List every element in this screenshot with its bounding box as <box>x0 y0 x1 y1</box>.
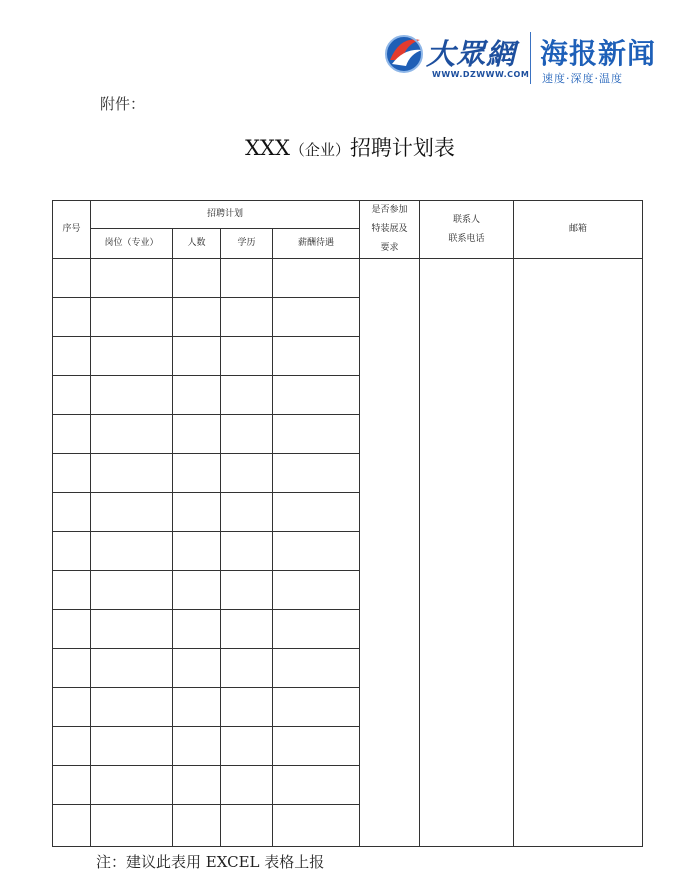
table-cell[interactable] <box>273 649 360 688</box>
table-cell[interactable] <box>53 571 91 610</box>
table-cell[interactable] <box>91 493 173 532</box>
table-cell[interactable] <box>173 337 221 376</box>
table-cell[interactable] <box>173 688 221 727</box>
table-cell[interactable] <box>273 571 360 610</box>
table-cell[interactable] <box>221 298 273 337</box>
logo-app-name: 海报新闻 <box>540 37 657 70</box>
title-prefix: XXX <box>245 136 290 160</box>
header-plan-group: 招聘计划 <box>91 201 360 229</box>
table-cell[interactable] <box>273 805 360 847</box>
table-cell[interactable] <box>221 454 273 493</box>
special-fair-cell[interactable] <box>360 259 420 847</box>
table-cell[interactable] <box>53 805 91 847</box>
table-cell[interactable] <box>221 727 273 766</box>
table-cell[interactable] <box>173 805 221 847</box>
table-cell[interactable] <box>53 610 91 649</box>
header-count: 人数 <box>173 228 221 258</box>
attachment-label: 附件： <box>100 95 146 113</box>
email-cell[interactable] <box>514 259 643 847</box>
table-cell[interactable] <box>91 688 173 727</box>
header-email: 邮箱 <box>514 201 643 259</box>
table-cell[interactable] <box>221 532 273 571</box>
table-cell[interactable] <box>221 493 273 532</box>
table-cell[interactable] <box>221 805 273 847</box>
table-cell[interactable] <box>91 298 173 337</box>
title-main: 招聘计划表 <box>349 136 455 160</box>
table-cell[interactable] <box>53 688 91 727</box>
table-cell[interactable] <box>53 259 91 298</box>
table-cell[interactable] <box>91 649 173 688</box>
table-cell[interactable] <box>91 376 173 415</box>
table-cell[interactable] <box>273 376 360 415</box>
logo-slogan: 速度·深度·温度 <box>542 72 623 85</box>
header-special-fair-line2: 特装展及 <box>371 224 408 234</box>
table-cell[interactable] <box>91 610 173 649</box>
table-cell[interactable] <box>53 376 91 415</box>
table-cell[interactable] <box>221 337 273 376</box>
logo-brand: 大眾網 <box>426 37 517 71</box>
table-cell[interactable] <box>173 259 221 298</box>
header-contact-line2: 联系电话 <box>448 233 485 244</box>
table-cell[interactable] <box>173 727 221 766</box>
table-cell[interactable] <box>273 532 360 571</box>
table-cell[interactable] <box>173 532 221 571</box>
table-cell[interactable] <box>221 259 273 298</box>
table-cell[interactable] <box>273 415 360 454</box>
table-cell[interactable] <box>273 337 360 376</box>
table-cell[interactable] <box>173 571 221 610</box>
table-cell[interactable] <box>273 454 360 493</box>
table-cell[interactable] <box>53 454 91 493</box>
table-cell[interactable] <box>91 727 173 766</box>
table-cell[interactable] <box>53 532 91 571</box>
table-cell[interactable] <box>273 610 360 649</box>
header-row-1 <box>53 201 643 229</box>
logo-divider <box>530 32 531 84</box>
table-cell[interactable] <box>91 805 173 847</box>
table-cell[interactable] <box>221 571 273 610</box>
footnote: 注：建议此表用 EXCEL 表格上报 <box>96 853 325 871</box>
table-cell[interactable] <box>173 610 221 649</box>
table-cell[interactable] <box>53 493 91 532</box>
table-row <box>53 259 643 298</box>
table-cell[interactable] <box>173 493 221 532</box>
table-cell[interactable] <box>173 454 221 493</box>
table-cell[interactable] <box>53 727 91 766</box>
table-cell[interactable] <box>53 298 91 337</box>
table-cell[interactable] <box>91 259 173 298</box>
header-index: 序号 <box>53 201 91 259</box>
table-cell[interactable] <box>91 532 173 571</box>
contact-cell[interactable] <box>420 259 514 847</box>
header-contact-line1: 联系人 <box>453 214 481 225</box>
table-cell[interactable] <box>53 766 91 805</box>
table-cell[interactable] <box>91 571 173 610</box>
table-cell[interactable] <box>273 688 360 727</box>
table-cell[interactable] <box>273 493 360 532</box>
table-cell[interactable] <box>221 610 273 649</box>
recruitment-plan-table <box>52 200 643 847</box>
logo <box>382 26 682 88</box>
header-education: 学历 <box>221 228 273 258</box>
table-cell[interactable] <box>273 727 360 766</box>
table-cell[interactable] <box>173 376 221 415</box>
page-title <box>0 132 700 162</box>
table-cell[interactable] <box>53 415 91 454</box>
table-cell[interactable] <box>91 415 173 454</box>
table-cell[interactable] <box>173 649 221 688</box>
header-position: 岗位（专业） <box>91 228 173 258</box>
title-org: （企业） <box>289 141 350 159</box>
table-cell[interactable] <box>221 766 273 805</box>
table-cell[interactable] <box>91 454 173 493</box>
header-special-fair-line3: 要求 <box>380 243 399 253</box>
table-cell[interactable] <box>173 766 221 805</box>
table-cell[interactable] <box>221 649 273 688</box>
header-salary: 薪酬待遇 <box>273 228 360 258</box>
logo-url: WWW.DZWWW.COM <box>432 70 530 79</box>
table-cell[interactable] <box>173 415 221 454</box>
table-cell[interactable] <box>91 337 173 376</box>
header-special-fair <box>360 201 420 259</box>
table-cell[interactable] <box>173 298 221 337</box>
table-cell[interactable] <box>53 649 91 688</box>
table-cell[interactable] <box>273 766 360 805</box>
table-cell[interactable] <box>273 298 360 337</box>
table-cell[interactable] <box>91 766 173 805</box>
table-cell[interactable] <box>221 688 273 727</box>
header-contact <box>420 201 514 259</box>
logo-emblem-icon <box>382 30 426 74</box>
table-cell[interactable] <box>273 259 360 298</box>
table-cell[interactable] <box>221 376 273 415</box>
table-cell[interactable] <box>221 415 273 454</box>
table-cell[interactable] <box>53 337 91 376</box>
header-special-fair-line1: 是否参加 <box>371 205 408 215</box>
